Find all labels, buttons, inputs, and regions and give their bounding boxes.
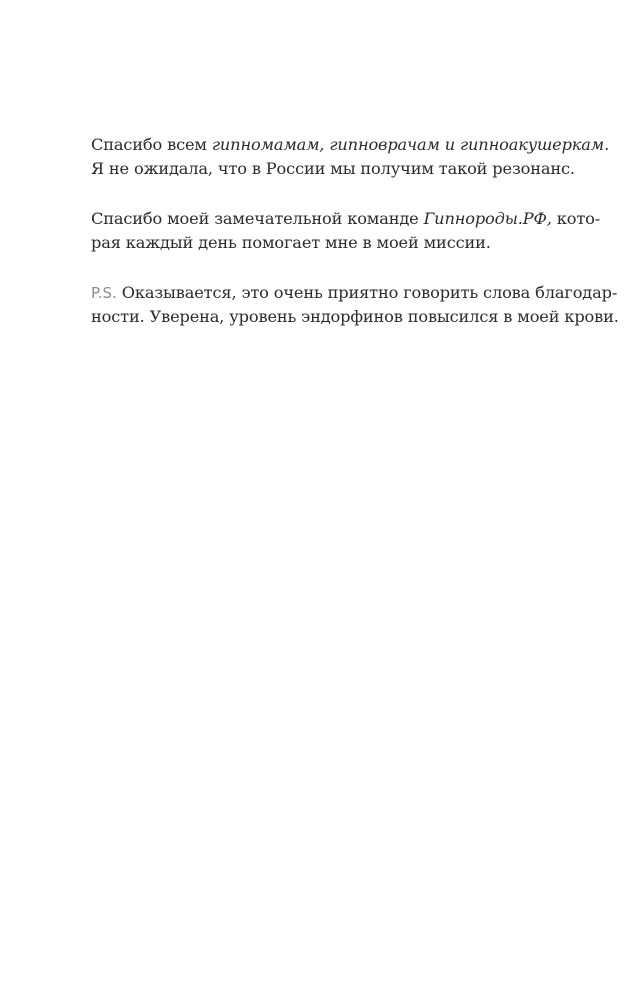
text-segment: кото- bbox=[551, 209, 601, 228]
text-line bbox=[91, 305, 619, 329]
text-segment: Спасибо моей замечательной команде bbox=[91, 209, 424, 228]
text-line bbox=[91, 281, 618, 305]
text-line bbox=[91, 133, 610, 157]
document-page bbox=[91, 133, 619, 355]
paragraph-thanks-hypno-community bbox=[91, 133, 610, 181]
text-line bbox=[91, 157, 575, 181]
text-segment: Я не ожидала, что в России мы получим такой резонанс. bbox=[91, 159, 575, 178]
text-segment: Оказывается, это очень приятно говорить слова благодар- bbox=[116, 283, 618, 302]
postscript-label: P.S. bbox=[91, 284, 117, 302]
text-line bbox=[91, 207, 601, 231]
text-segment: рая каждый день помогает мне в моей миссии. bbox=[91, 233, 491, 252]
paragraph-thanks-team bbox=[91, 207, 601, 255]
italic-text-segment: Гипнороды.РФ, bbox=[423, 209, 552, 228]
text-line bbox=[91, 231, 551, 255]
italic-text-segment: гипномамам, гипноврачам и гипноакушеркам. bbox=[211, 135, 610, 154]
paragraph-postscript bbox=[91, 281, 619, 329]
text-segment: ности. Уверена, уровень эндорфинов повысился в моей крови. bbox=[91, 307, 619, 326]
text-segment: Спасибо всем bbox=[91, 135, 212, 154]
